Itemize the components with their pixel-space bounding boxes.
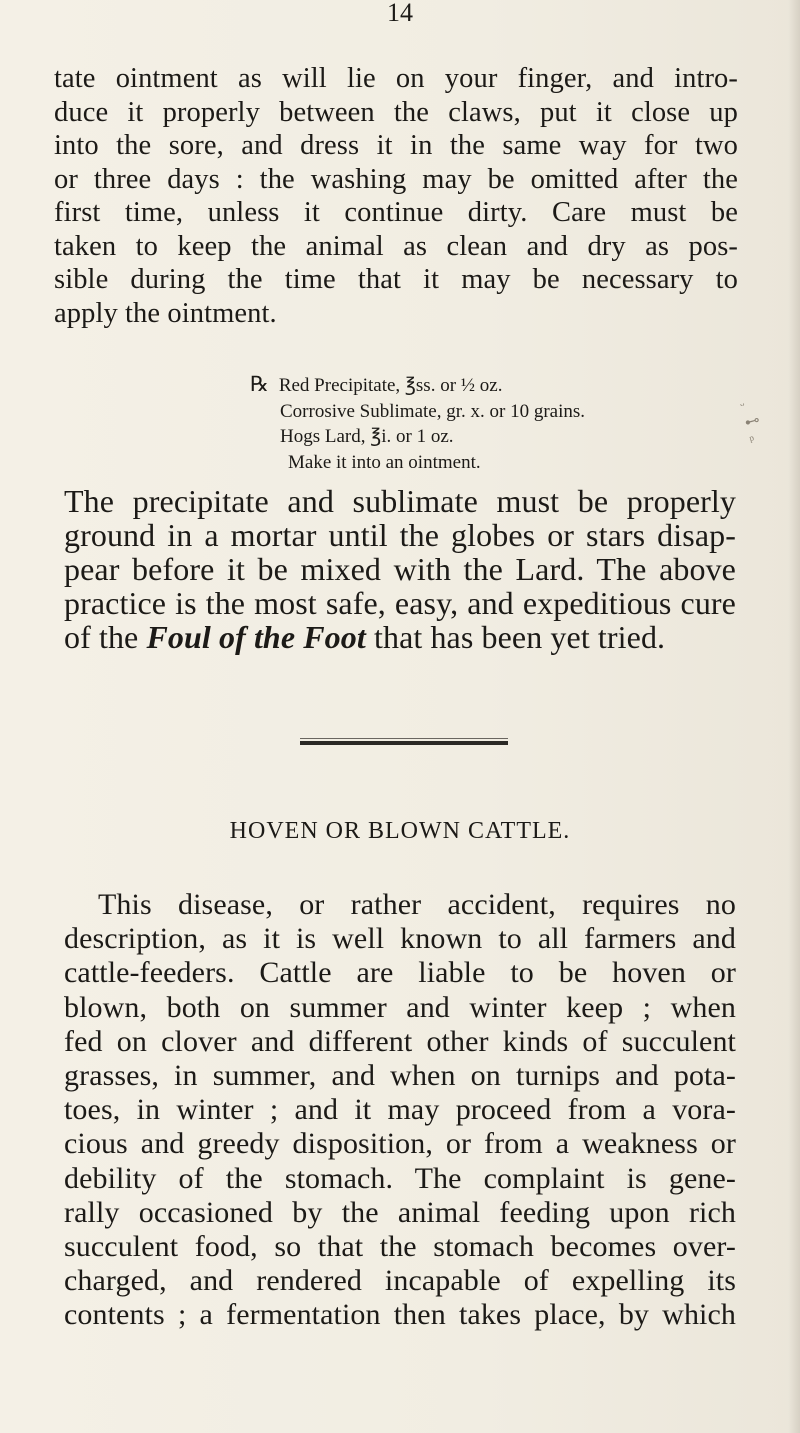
- recipe-block: [250, 372, 585, 475]
- text-line: succulent food, so that the stomach becomes over-: [64, 1230, 736, 1264]
- text-line: contents ; a fermentation then takes place, by which: [64, 1298, 736, 1332]
- text-line: ground in a mortar until the globes or stars disap-: [64, 517, 736, 553]
- section-heading: HOVEN OR BLOWN CATTLE.: [229, 818, 571, 844]
- text-line: cattle-feeders. Cattle are liable to be hoven or: [64, 956, 736, 990]
- text-line: debility of the stomach. The complaint is gene-: [64, 1161, 736, 1195]
- text-line: first time, unless it continue dirty. Care must be: [54, 197, 738, 228]
- text-fragment: that has been yet tried.: [365, 619, 666, 655]
- recipe-ingredient: Red Precipitate, ℥ss. or ½ oz.: [278, 375, 503, 396]
- text-line: cious and greedy disposition, or from a weakness or: [64, 1127, 736, 1161]
- text-line: This disease, or rather accident, requires no: [98, 888, 736, 921]
- text-fragment: of the: [64, 619, 147, 655]
- margin-mark: ᵖ: [747, 432, 757, 450]
- page-number: 14: [387, 0, 413, 27]
- recipe-line: [250, 372, 585, 399]
- text-line: practice is the most safe, easy, and expeditious cure: [64, 585, 736, 621]
- paragraph-hoven-description: [64, 888, 736, 1333]
- text-line: The precipitate and sublimate must be properly: [64, 483, 736, 519]
- section-divider-thin: [300, 738, 508, 739]
- section-divider: [300, 741, 508, 745]
- text-line-last: [64, 620, 736, 654]
- margin-mark: ⊷: [743, 412, 762, 432]
- text-line: tate ointment as will lie on your finger, and intro-: [54, 63, 738, 94]
- text-line: toes, in winter ; and it may proceed from a vora-: [64, 1093, 736, 1127]
- recipe-line: Hogs Lard, ℥i. or 1 oz.: [280, 426, 454, 447]
- text-line: rally occasioned by the animal feeding upon rich: [64, 1195, 736, 1229]
- margin-mark: ᵕ: [738, 397, 747, 415]
- italic-term: Foul of the Foot: [146, 619, 366, 655]
- margin-handwriting: [738, 394, 766, 450]
- paragraph-ointment-application: [54, 62, 738, 330]
- text-line: taken to keep the animal as clean and dry as pos-: [54, 230, 738, 262]
- text-line: or three days : the washing may be omitted after the: [54, 163, 738, 195]
- page-edge-shadow: [788, 0, 800, 1433]
- text-line: grasses, in summer, and when on turnips and pota-: [64, 1059, 736, 1093]
- recipe-line: Corrosive Sublimate, gr. x. or 10 grains.: [280, 400, 586, 422]
- text-line: apply the ointment.: [54, 297, 277, 329]
- text-line: into the sore, and dress it in the same way for two: [54, 130, 738, 161]
- text-line: pear before it be mixed with the Lard. The above: [64, 551, 736, 587]
- recipe-line: Make it into an ointment.: [288, 451, 481, 473]
- paragraph-precipitate-preparation: [64, 484, 736, 654]
- text-line: description, as it is well known to all farmers and: [64, 922, 736, 956]
- text-line: charged, and rendered incapable of expelling its: [64, 1264, 736, 1298]
- recipe-symbol: ℞: [250, 372, 269, 396]
- text-line: blown, both on summer and winter keep ; when: [64, 990, 736, 1024]
- text-line: fed on clover and different other kinds of succulent: [64, 1024, 736, 1058]
- text-line: duce it properly between the claws, put it close up: [54, 96, 738, 128]
- text-line: sible during the time that it may be necessary to: [54, 264, 738, 295]
